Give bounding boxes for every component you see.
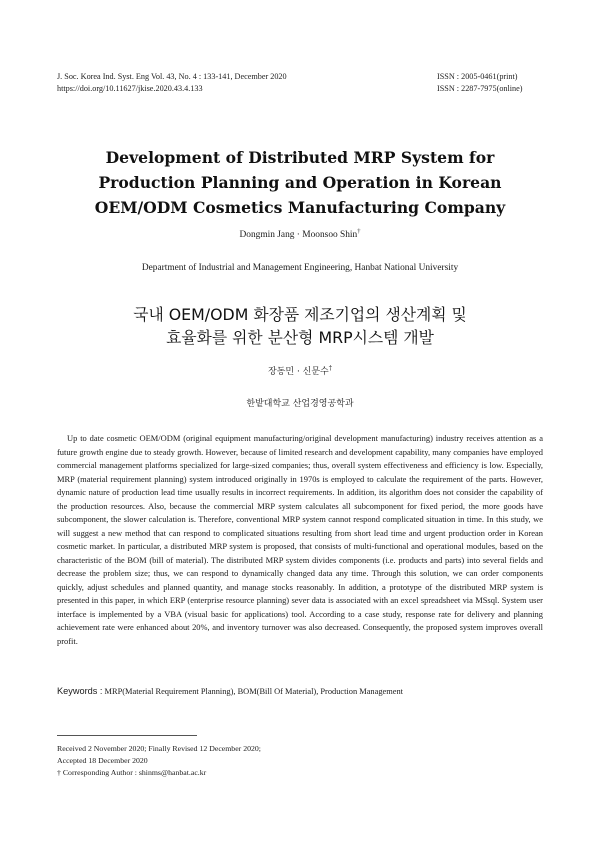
- keywords-text: MRP(Material Requirement Planning), BOM(Bill Of Material), Production Management: [104, 687, 403, 696]
- title-en-line-2: Production Planning and Operation in Korean: [98, 173, 502, 192]
- affiliation-en: Department of Industrial and Management Engineering, Hanbat National University: [141, 263, 459, 273]
- title-en-line-1: Development of Distributed MRP System for: [105, 148, 495, 167]
- author-names-ko: 장동민 · 신문수: [268, 367, 329, 377]
- accepted-date: Accepted 18 December 2020: [57, 756, 148, 765]
- keywords-label: Keywords :: [57, 686, 103, 696]
- corresponding-author-text: Corresponding Author : shinms@hanbat.ac.kr: [62, 768, 207, 777]
- corresponding-mark: †: [357, 227, 361, 235]
- author-names-en: Dongmin Jang · Moonsoo Shin: [239, 230, 358, 240]
- title-ko-line-2: 효율화를 위한 분산형 MRP시스템 개발: [166, 328, 434, 347]
- corresponding-mark-ko: †: [328, 364, 332, 372]
- authors-ko: [0, 366, 600, 378]
- doi-link[interactable]: https://doi.org/10.11627/jkise.2020.43.4.133: [57, 84, 203, 93]
- corresponding-author: [57, 767, 206, 779]
- abstract: Up to date cosmetic OEM/ODM (original equipment manufacturing/original development manufacturing) industry receives attention as a future growth engine due to steady growth. However, because of limited research and development capability, many companies have employed commercial management platforms specialized for large-sized companies; thus, overall system effectiveness and efficiency is low. Especially, MRP (material requirement planning) system introduced originally in 1970s is employed to calculate the requirement of the parts. However, dynamic nature of production lead time usually results in incorrect requirements. In addition, its algorithm does not consider the capability of the production resources. Also, because the commercial MRP system calculates all subcomponent for fixed period, the more goods have subcomponent, the slower calculation is. Therefore, conventional MRP system cannot respond complicated situation in time. In this study, we will suggest a new method that can respond to complicated situations resulting from short lead time and urgent production order in Korean cosmetic market. In particular, a distributed MRP system is proposed, that consists of multi-functional and operational modules, based on the characteristic of the BOM (bill of material). The distributed MRP system divides components (i.e. products and parts) into several fields and decrease the problem size; thus, we can respond to dynamically changed data any time. Through this solution, we can order components quickly, adjust schedules and planned quantity, and manage stocks reasonably. In addition, a prototype of the distributed MRP system is presented in this paper, in which ERP (enterprise resource planning) sever data is associated with an excel spreadsheet via MSsql. System user interface is implemented by a VBA (visual basic for applications) tool. According to a case study, response rate for delivery and planning achievement rate were enhanced about 20%, and inventory turnover was also decreased. Consequently, the proposed system improves overall profit.: [57, 433, 543, 646]
- authors-en: [0, 229, 600, 241]
- journal-citation: J. Soc. Korea Ind. Syst. Eng Vol. 43, No. 4 : 133-141, December 2020: [57, 72, 287, 81]
- affiliation-ko: 한밭대학교 산업경영공학과: [246, 399, 354, 409]
- title-en-line-3: OEM/ODM Cosmetics Manufacturing Company: [94, 198, 506, 217]
- journal-header: [57, 71, 287, 95]
- received-date: Received 2 November 2020; Finally Revised 12 December 2020;: [57, 744, 261, 753]
- dagger-mark: †: [57, 768, 61, 777]
- issn-print: ISSN : 2005-0461(print): [437, 72, 518, 81]
- footnote-divider: [57, 735, 197, 736]
- issn-online: ISSN : 2287-7975(online): [437, 84, 523, 93]
- keywords: [57, 685, 403, 698]
- title-ko-line-1: 국내 OEM/ODM 화장품 제조기업의 생산계획 및: [133, 305, 467, 324]
- issn-block: [437, 71, 523, 95]
